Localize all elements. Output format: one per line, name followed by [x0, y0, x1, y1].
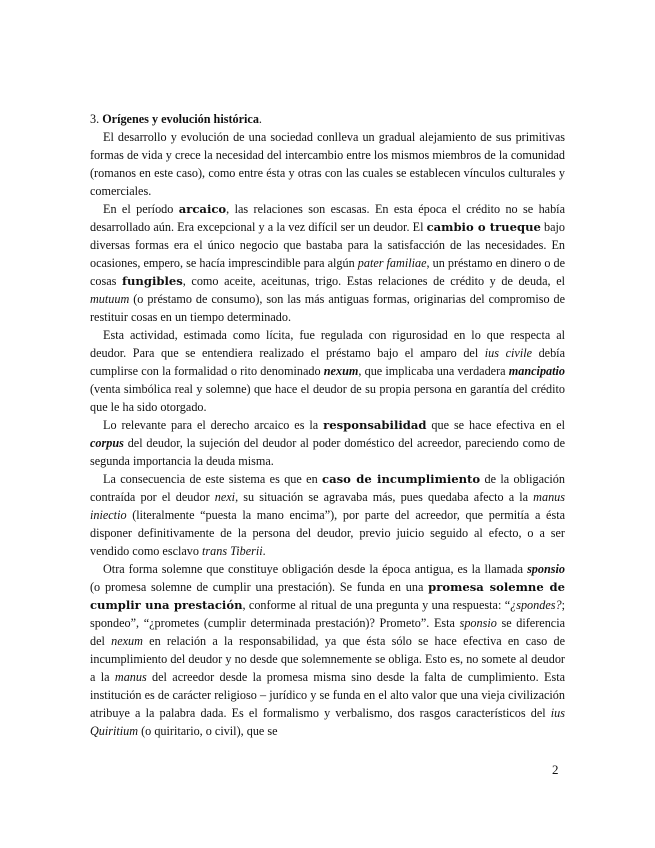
paragraph-text: En el período [103, 202, 179, 216]
paragraph-text: del acreedor desde la promesa misma sino desde la falta de cumplimiento. Esta institución es de carácter religioso – jurídico y se funda en el alto valor que una vieja civilización atribuye a la palabra dada. Es el formalismo y verbalismo, dos rasgos característicos del [90, 670, 565, 720]
paragraph-text: , como aceite, aceitunas, trigo. Estas relaciones de crédito y de deuda, el [182, 274, 565, 288]
italic-term: nexum [111, 634, 143, 648]
paragraph-text: (o préstamo de consumo), son las más antiguas formas, originarias del compromiso de restituir cosas en un tiempo determinado. [90, 292, 565, 324]
bold-term: arcaico [178, 202, 227, 216]
section-number: 3. [90, 112, 103, 126]
section-title-period: . [258, 112, 262, 126]
italic-term: manus [114, 670, 147, 684]
paragraph-text: que se hace efectiva en el [426, 418, 566, 432]
italic-term: pater familiae [357, 256, 427, 270]
bold-italic-term: nexum [323, 364, 359, 378]
paragraph-text: , las relaciones son escasas. En esta época el crédito no se había desarrollado aún. Era excepcional y a la vez difícil ser un deudor. El [90, 202, 565, 234]
paragraph-text: ; spondeo”, “¿prometes (cumplir determinada prestación)? Prometo”. Esta [90, 598, 565, 630]
paragraph-2 [90, 200, 565, 326]
bold-term: caso de incumplimiento [322, 472, 481, 486]
section-title: Orígenes y evolución histórica [102, 112, 259, 126]
paragraph-text: del deudor, la sujeción del deudor al poder doméstico del acreedor, pareciendo como de segunda importancia la deuda misma. [90, 436, 565, 468]
italic-term: sponsio [459, 616, 497, 630]
paragraph-text: , que implicaba una verdadera [358, 364, 509, 378]
bold-italic-term: sponsio [527, 562, 565, 576]
paragraph-text: de la obligación contraída por el deudor [90, 472, 565, 504]
bold-term: fungibles [122, 274, 183, 288]
paragraph-text: , su situación se agravaba más, pues quedaba afecto a la [235, 490, 534, 504]
paragraph-3 [90, 326, 565, 416]
page-number: 2 [552, 762, 559, 777]
paragraph-text: Lo relevante para el derecho arcaico es la [103, 418, 324, 432]
paragraph-text: , un préstamo en dinero o de cosas [90, 256, 565, 288]
italic-term: ius civile [484, 346, 532, 360]
italic-term: trans Tiberii [202, 544, 263, 558]
document-body [90, 110, 565, 740]
bold-term: responsabilidad [323, 418, 427, 432]
paragraph-4 [90, 416, 565, 470]
italic-term: manus iniectio [90, 490, 565, 522]
paragraph-text: La consecuencia de este sistema es que en [103, 472, 323, 486]
bold-term: cambio o trueque [426, 220, 541, 234]
italic-term: ius Quiritium [90, 706, 565, 738]
paragraph-text: Otra forma solemne que constituye obligación desde la época antigua, es la llamada [103, 562, 528, 576]
paragraph-text: bajo diversas formas era el único negocio que bastaba para la satisfacción de las necesidades. En ocasiones, empero, se hacía imprescindible para algún [90, 220, 566, 270]
paragraph-text: . [262, 544, 266, 558]
bold-term: promesa solemne de cumplir una prestación [90, 580, 565, 612]
paragraph-text: debía cumplirse con la formalidad o rito denominado [90, 346, 565, 378]
paragraph-text: (literalmente “puesta la mano encima”), por parte del acreedor, que permitía a ésta disponer definitivamente de la persona del deudor, previo juicio seguido al efecto, o a ser vendido como esclavo [90, 508, 565, 558]
paragraph-1 [90, 128, 565, 200]
paragraph-text: Esta actividad, estimada como lícita, fue regulada con rigurosidad en lo que respecta al deudor. Para que se entendiera realizado el préstamo bajo el amparo del [90, 328, 565, 360]
italic-term: mutuum [90, 292, 130, 306]
bold-italic-term: mancipatio [508, 364, 565, 378]
italic-term: ¿spondes? [510, 598, 562, 612]
paragraph-text: , conforme al ritual de una pregunta y una respuesta: “ [242, 598, 511, 612]
paragraph-text: El desarrollo y evolución de una sociedad conlleva un gradual alejamiento de sus primitivas formas de vida y crece la necesidad del intercambio entre los mismos miembros de la comunidad (romanos en este caso), como entre ésta y otras con las cuales se establecen vínculos culturales y comerciales. [90, 130, 565, 198]
paragraph-text: en relación a la responsabilidad, ya que ésta sólo se hace efectiva en caso de incumplimiento del deudor y no desde que solemnemente se obliga. Esto es, no somete al deudor a la [90, 634, 565, 684]
paragraph-text: se diferencia del [90, 616, 565, 648]
paragraph-text: (o quiritario, o civil), que se [138, 724, 278, 738]
section-heading [90, 110, 565, 128]
paragraph-6 [90, 560, 565, 740]
paragraph-text: (venta simbólica real y solemne) que hace el deudor de su propia persona en garantía del crédito que le ha sido otorgado. [90, 382, 565, 414]
paragraph-5 [90, 470, 565, 560]
paragraph-text: (o promesa solemne de cumplir una prestación). Se funda en una [90, 580, 429, 594]
italic-term: nexi [214, 490, 236, 504]
bold-italic-term: corpus [90, 436, 124, 450]
